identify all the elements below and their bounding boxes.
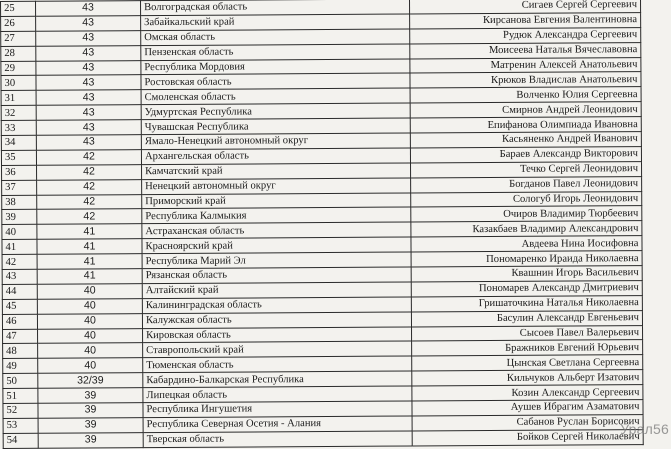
- score-cell: 43: [36, 30, 141, 46]
- region-cell: Ненецкий автономный округ: [142, 178, 411, 195]
- person-name-cell: Авдеева Нина Иосифовна: [411, 236, 642, 252]
- row-number: 27: [1, 31, 36, 46]
- score-cell: 42: [36, 150, 141, 166]
- region-cell: Камчатский край: [142, 163, 411, 180]
- region-cell: Кировская область: [143, 327, 412, 344]
- region-cell: Удмуртская Республика: [141, 103, 410, 120]
- score-cell: 40: [38, 358, 143, 374]
- region-cell: Астраханская область: [142, 222, 411, 239]
- score-cell: 43: [36, 60, 141, 76]
- score-cell: 40: [38, 343, 143, 359]
- person-name-cell: Смирнов Андрей Леонидович: [410, 102, 641, 118]
- row-number: 45: [2, 299, 37, 314]
- region-cell: Республика Калмыкия: [142, 207, 411, 224]
- score-cell: 43: [36, 45, 141, 61]
- row-number: 34: [1, 135, 36, 150]
- person-name-cell: Басулин Александр Евгеньевич: [411, 310, 642, 326]
- score-cell: 32/39: [38, 373, 143, 389]
- row-number: 51: [3, 388, 38, 403]
- person-name-cell: Сабанов Руслан Борисович: [412, 415, 643, 431]
- row-number: 33: [1, 120, 36, 135]
- person-name-cell: Крюков Владислав Анатольевич: [410, 72, 641, 88]
- row-number: 38: [2, 195, 37, 210]
- person-name-cell: Гришаточкина Наталья Николаевна: [411, 295, 642, 311]
- row-number: 49: [3, 359, 38, 374]
- region-cell: Тюменская область: [143, 356, 412, 373]
- row-number: 54: [3, 433, 38, 448]
- score-cell: 39: [38, 388, 143, 404]
- score-cell: 41: [37, 239, 142, 255]
- row-number: 52: [3, 403, 38, 418]
- region-cell: Калужская область: [142, 312, 411, 329]
- person-name-cell: Кильчуков Альберт Изатович: [412, 370, 643, 386]
- person-name-cell: Матренин Алексей Анатольевич: [410, 57, 641, 73]
- person-name-cell: Сысоев Павел Валерьевич: [412, 325, 643, 341]
- row-number: 42: [2, 254, 37, 269]
- score-cell: 39: [38, 432, 143, 448]
- person-name-cell: Касьяненко Андрей Иванович: [410, 132, 641, 148]
- score-cell: 41: [37, 269, 142, 285]
- score-cell: 42: [37, 194, 142, 210]
- person-name-cell: Цынская Светлана Сергеевна: [412, 355, 643, 371]
- region-cell: Забайкальский край: [141, 14, 410, 31]
- score-cell: 43: [36, 16, 141, 32]
- region-cell: Красноярский край: [142, 237, 411, 254]
- person-name-cell: Богданов Павел Леонидович: [411, 176, 642, 192]
- person-name-cell: Пономарев Александр Дмитриевич: [411, 281, 642, 297]
- score-cell: 43: [36, 105, 141, 121]
- row-number: 36: [2, 165, 37, 180]
- row-number: 41: [2, 240, 37, 255]
- score-cell: 41: [37, 224, 142, 240]
- row-number: 40: [2, 225, 37, 240]
- region-cell: Алтайский край: [142, 282, 411, 299]
- row-number: 35: [1, 150, 36, 165]
- score-cell: 43: [36, 135, 141, 151]
- score-cell: 43: [36, 75, 141, 91]
- score-cell: 42: [37, 179, 142, 195]
- region-cell: Республика Ингушетия: [143, 401, 412, 418]
- row-number: 32: [1, 106, 36, 121]
- score-cell: 43: [36, 90, 141, 106]
- score-cell: 40: [38, 328, 143, 344]
- region-cell: Республика Марий Эл: [142, 252, 411, 269]
- row-number: 25: [1, 1, 36, 16]
- row-number: 50: [3, 374, 38, 389]
- row-number: 31: [1, 91, 36, 106]
- score-cell: 42: [37, 164, 142, 180]
- results-table-body: [1, 0, 644, 448]
- region-cell: Ростовская область: [141, 73, 410, 90]
- person-name-cell: Бражников Евгений Юрьевич: [412, 340, 643, 356]
- person-name-cell: Квашнин Игорь Васильевич: [411, 266, 642, 282]
- region-cell: Республика Мордовия: [141, 59, 410, 76]
- region-cell: Ямало-Ненецкий автономный округ: [141, 133, 410, 150]
- region-cell: Чувашская Республика: [141, 118, 410, 135]
- person-name-cell: Очиров Владимир Тюрбеевич: [411, 206, 642, 222]
- person-name-cell: Казакбаев Владимир Александрович: [411, 221, 642, 237]
- region-cell: Кабардино-Балкарская Республика: [143, 371, 412, 388]
- person-name-cell: Волченко Юлия Сергеевна: [410, 87, 641, 103]
- person-name-cell: Епифанова Олимпиада Ивановна: [410, 117, 641, 133]
- person-name-cell: Бойков Сергей Николаевич: [412, 429, 643, 445]
- region-cell: Волгоградская область: [141, 0, 410, 16]
- score-cell: 39: [38, 403, 143, 419]
- region-cell: Калининградская область: [142, 297, 411, 314]
- row-number: 37: [2, 180, 37, 195]
- region-cell: Ставропольский край: [143, 341, 412, 358]
- person-name-cell: Кирсанова Евгения Валентиновна: [410, 12, 641, 28]
- score-cell: 40: [37, 298, 142, 314]
- region-cell: Приморский край: [142, 193, 411, 210]
- person-name-cell: Козин Александр Сергеевич: [412, 385, 643, 401]
- score-cell: 43: [36, 1, 141, 17]
- region-cell: Архангельская область: [141, 148, 410, 165]
- row-number: 30: [1, 76, 36, 91]
- row-number: 39: [2, 210, 37, 225]
- region-cell: Липецкая область: [143, 386, 412, 403]
- row-number: 53: [3, 418, 38, 433]
- score-cell: 39: [38, 418, 143, 434]
- region-cell: Рязанская область: [142, 267, 411, 284]
- score-cell: 42: [37, 209, 142, 225]
- table-row: [3, 429, 643, 448]
- person-name-cell: Пономаренко Ираида Николаевна: [411, 251, 642, 267]
- watermark: Урал56: [620, 421, 669, 437]
- row-number: 28: [1, 46, 36, 61]
- score-cell: 43: [36, 120, 141, 136]
- score-cell: 40: [37, 313, 142, 329]
- row-number: 47: [3, 329, 38, 344]
- person-name-cell: Бараев Александр Викторович: [410, 146, 641, 162]
- row-number: 29: [1, 61, 36, 76]
- row-number: 44: [2, 284, 37, 299]
- person-name-cell: Рудюк Александра Сергеевич: [410, 27, 641, 43]
- row-number: 26: [1, 16, 36, 31]
- person-name-cell: Течко Сергей Леонидович: [411, 161, 642, 177]
- region-cell: Омская область: [141, 29, 410, 46]
- region-cell: Смоленская область: [141, 88, 410, 105]
- person-name-cell: Сигаев Сергей Сергеевич: [410, 0, 641, 14]
- score-cell: 40: [37, 284, 142, 300]
- person-name-cell: Сологуб Игорь Леонидович: [411, 191, 642, 207]
- row-number: 46: [2, 314, 37, 329]
- row-number: 48: [3, 344, 38, 359]
- region-cell: Республика Северная Осетия - Алания: [143, 416, 412, 433]
- person-name-cell: Моисеева Наталья Вячеславовна: [410, 42, 641, 58]
- person-name-cell: Аушев Ибрагим Азаматович: [412, 400, 643, 416]
- region-cell: Пензенская область: [141, 44, 410, 61]
- row-number: 43: [2, 269, 37, 284]
- score-cell: 41: [37, 254, 142, 270]
- region-cell: Тверская область: [143, 431, 412, 448]
